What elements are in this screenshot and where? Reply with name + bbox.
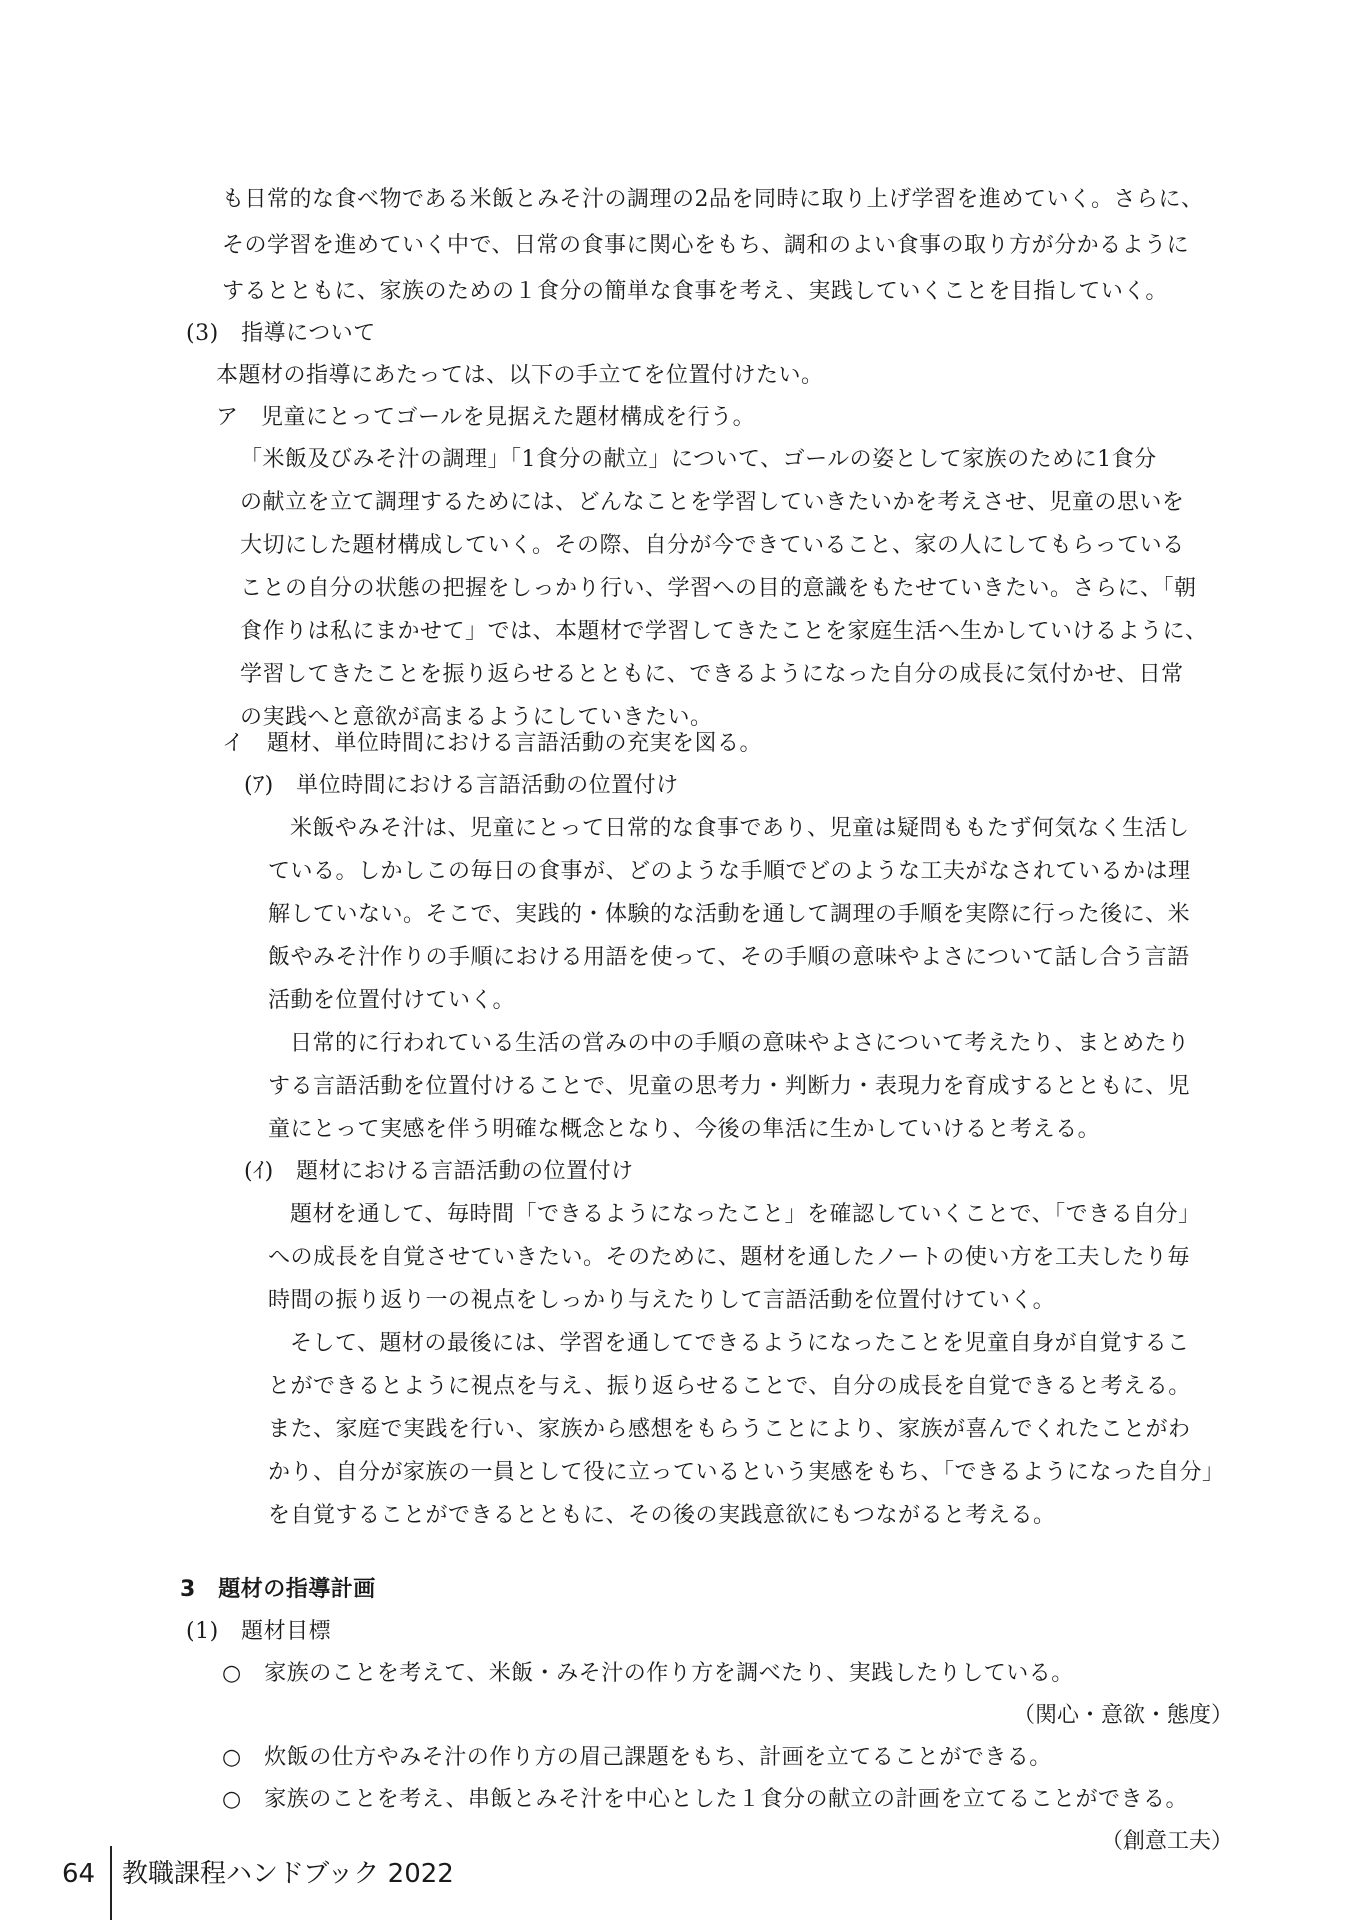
body-line: を自覚することができるとともに、その後の実践意欲にもつながると考える。 [268, 1503, 1056, 1528]
body-line: 童にとって実感を伴う明確な概念となり、今後の隼活に生かしていけると考える。 [268, 1117, 1101, 1142]
body-line: も日常的な食べ物である米飯とみそ汁の調理の2品を同時に取り上げ学習を進めていく。さらに、 [222, 187, 1204, 212]
sub-subsection-heading: (ｲ) 題材における言語活動の位置付け [244, 1159, 634, 1184]
body-line: 米飯やみそ汁は、児童にとって日常的な食事であり、児童は疑問ももたず何気なく生活し [290, 816, 1190, 841]
section-intro: 本題材の指導にあたっては、以下の手立てを位置付けたい。 [216, 363, 824, 388]
body-line: かり、自分が家族の一員として役に立っているという実感をもち、「できるようになった自分」 [268, 1460, 1225, 1485]
body-line: そして、題材の最後には、学習を通してできるようになったことを児童自身が自覚するこ [290, 1331, 1190, 1356]
body-line: 大切にした題材構成していく。その際、自分が今できていること、家の人にしてもらっている [240, 533, 1185, 558]
page-number: 64 [62, 1859, 96, 1889]
body-line: 題材を通して、毎時間「できるようになったこと」を確認していくことで、「できる自分」 [290, 1202, 1201, 1227]
goal-item: ○ 家族のことを考え、串飯とみそ汁を中心とした１食分の献立の計画を立てることができる。 [222, 1787, 1189, 1812]
section-heading: (1) 題材目標 [186, 1619, 332, 1644]
body-line: 飯やみそ汁作りの手順における用語を使って、その手順の意味やよさについて話し合う言語 [268, 945, 1190, 970]
body-line: するとともに、家族のための１食分の簡単な食事を考え、実践していくことを目指していく。 [222, 279, 1168, 304]
chapter-heading: 3 題材の指導計画 [180, 1577, 376, 1602]
subsection-heading: イ 題材、単位時間における言語活動の充実を図る。 [222, 731, 763, 756]
body-line: とができるとように視点を与え、振り返らせることで、自分の成長を自覚できると考える。 [268, 1374, 1191, 1399]
body-line: 日常的に行われている生活の営みの中の手順の意味やよさについて考えたり、まとめたり [290, 1031, 1190, 1056]
body-line: その学習を進めていく中で、日常の食事に関心をもち、調和のよい食事の取り方が分かるように [222, 233, 1190, 258]
body-line: の献立を立て調理するためには、どんなことを学習していきたいかを考えさせ、児童の思いを [240, 490, 1185, 515]
body-line: 解していない。そこで、実践的・体験的な活動を通して調理の手順を実際に行った後に、米 [268, 902, 1191, 927]
body-line: 学習してきたことを振り返らせるとともに、できるようになった自分の成長に気付かせ、日常 [240, 662, 1184, 687]
body-line: 食作りは私にまかせて」では、本題材で学習してきたことを家庭生活へ生かしていけるように、 [240, 619, 1208, 644]
body-line: する言語活動を位置付けることで、児童の思考力・判断力・表現力を育成するとともに、児 [268, 1074, 1191, 1099]
sub-subsection-heading: (ｱ) 単位時間における言語活動の位置付け [244, 773, 679, 798]
goal-note: （関心・意欲・態度） [1012, 1703, 1233, 1728]
goal-item: ○ 炊飯の仕方やみそ汁の作り方の眉己課題をもち、計画を立てることができる。 [222, 1745, 1052, 1770]
section-heading: (3) 指導について [186, 321, 376, 346]
body-line: 「米飯及びみそ汁の調理」「1食分の献立」について、ゴールの姿として家族のために1食分 [240, 447, 1157, 472]
body-line: また、家庭で実践を行い、家族から感想をもらうことにより、家族が喜んでくれたことがわ [268, 1417, 1191, 1442]
goal-note: （創意工夫） [1100, 1829, 1233, 1854]
body-line: の実践へと意欲が高まるようにしていきたい。 [240, 705, 713, 730]
body-line: ことの自分の状態の把握をしっかり行い、学習への目的意識をもたせていきたい。さらに、「朝 [240, 576, 1197, 601]
publication-title: 教職課程ハンドブック 2022 [122, 1859, 454, 1889]
body-line: 時間の振り返り一の視点をしっかり与えたりして言語活動を位置付けていく。 [268, 1288, 1056, 1313]
goal-item: ○ 家族のことを考えて、米飯・みそ汁の作り方を調べたり、実践したりしている。 [222, 1661, 1074, 1686]
body-line: 活動を位置付けていく。 [268, 988, 516, 1013]
footer-divider [110, 1846, 112, 1920]
body-line: ている。しかしこの毎日の食事が、どのような手順でどのような工夫がなされているかは理 [268, 859, 1191, 884]
body-line: への成長を自覚させていきたい。そのために、題材を通したノートの使い方を工夫したり毎 [268, 1245, 1190, 1270]
subsection-heading: ア 児童にとってゴールを見据えた題材構成を行う。 [216, 405, 756, 430]
